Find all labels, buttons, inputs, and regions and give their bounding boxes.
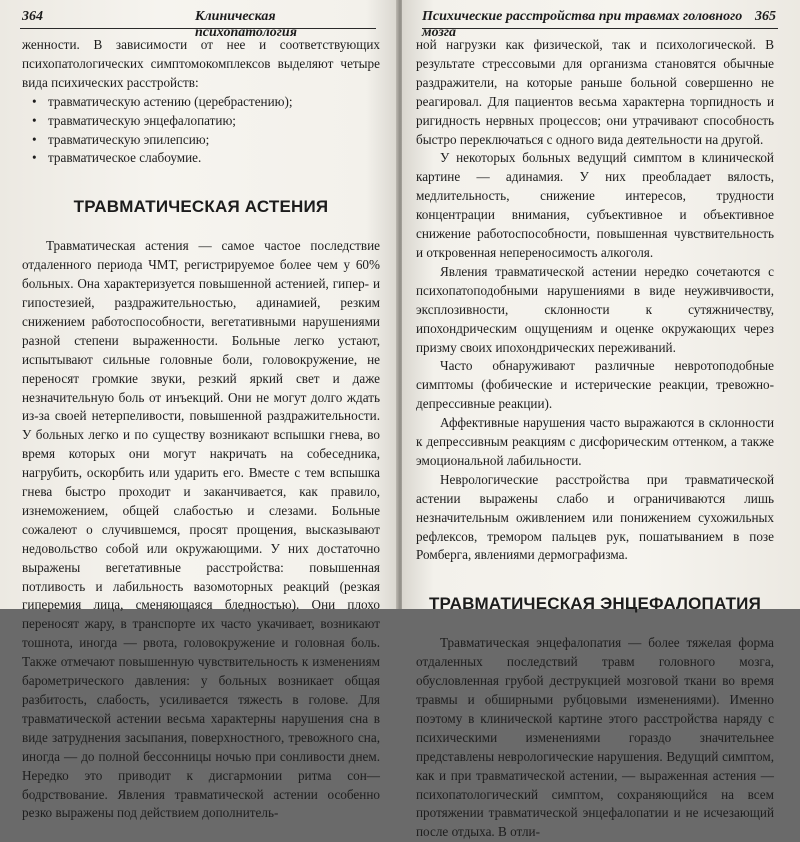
- right-page: [402, 0, 800, 840]
- list-item: • травматическое слабоумие.: [22, 149, 380, 168]
- right-page-body: [416, 36, 774, 842]
- body-paragraph: Травматическая энцефалопатия — более тяжелая форма отдаленных последствий травм головного мозга, обусловленная грубой деструкцией мозговой ткани во время травмы и обширными рубцовыми изменениями). Именно поэтому в клинической картине этого расстройства наряду с психическими изменениями гораздо значительнее представлены неврологические нарушения. Ведущий симптом, как и при травматической астении, — выраженная астения — психопатологический симптом, сохраняющийся на всем протяжении травматической энцефалопатии и не исчезающий после отдыха. В отли-: [416, 635, 774, 840]
- body-paragraph: Часто обнаруживают различные невротоподобные симптомы (фобические и истерические реакции, тревожно-депрессивные реакции).: [416, 358, 774, 412]
- right-running-header: [422, 6, 778, 40]
- body-paragraph: Явления травматической астении нередко сочетаются с психопатоподобными нарушениями в виде неуживчивости, эксплозивности, склонности к сутяжничеству, ипохондрическим ощущениям и оценке окружающих через призму своих ипохондрических переживаний.: [416, 263, 774, 355]
- left-page-body: [22, 36, 380, 823]
- bullet-icon: •: [32, 93, 37, 109]
- body-paragraph: Неврологические расстройства при травматической астении выражены слабо и ограничиваются лишь незначительным оживлением или понижением сухожильных рефлексов, тремором пальцев рук, пошатыванием в позе Ромберга, явлениями дермографизма.: [416, 471, 774, 563]
- list-item: • травматическую энцефалопатию;: [22, 112, 380, 131]
- continuation-paragraph: ной нагрузки как физической, так и психологической. В результате стрессовыми для организма становятся обычные раздражители, на которые раньше больной совершенно не реагировал. Для пациентов весьма характерна торпидность и ригидность нервных процессов; они утрачивают способность быстро переключаться с одного вида деятельности на другой.: [416, 37, 774, 147]
- bullet-icon: •: [32, 112, 37, 128]
- bullet-icon: •: [32, 150, 37, 166]
- left-page: [0, 0, 398, 821]
- section-heading: ТРАВМАТИЧЕСКАЯ АСТЕНИЯ: [73, 197, 329, 217]
- left-running-header: [20, 6, 376, 40]
- disorder-list: [22, 93, 380, 169]
- page-number: 364: [22, 9, 43, 24]
- page-number: 365: [755, 9, 776, 24]
- section-heading: ТРАВМАТИЧЕСКАЯ ЭНЦЕФАЛОПАТИЯ: [428, 594, 762, 614]
- running-title: Психические расстройства при травмах головного мозга: [422, 9, 743, 40]
- body-paragraph: Аффективные нарушения часто выражаются в склонности к депрессивным реакциям с дисфорическим оттенком, а также эмоциональной лабильности.: [416, 415, 774, 468]
- body-paragraph: У некоторых больных ведущий симптом в клинической картине — адинамия. У них преобладает вялость, медлительность, снижение интересов, трудности концентрации внимания, субъективное и объективное снижение работоспособности, повышенная чувствительность и откровенная непереносимость алкоголя.: [416, 150, 774, 260]
- bullet-icon: •: [32, 131, 37, 147]
- list-item: • травматическую эпилепсию;: [22, 131, 380, 150]
- running-title: Клиническая психопатология: [195, 9, 297, 40]
- list-item: • травматическую астению (церебрастению);: [22, 93, 380, 112]
- body-paragraph: Травматическая астения — самое частое последствие отдаленного периода ЧМТ, регистрируемое более чем у 60% больных. Она характеризуется повышенной астенией, гипер- и гипостезией, раздражительностью, адинамией, резким снижением работоспособности, вегетативными нарушениями разной степени выраженности. Больные легко устают, испытывают сильные головные боли, головокружение, не переносят громкие звуки, резкий яркий свет и даже незначительную боль от инъекций. Они не могут долго ждать из-за своей нетерпеливости, повышенной раздражительности. У больных легко и по существу возникают вспышки гнева, во время которых они могут накричать на собеседника, нагрубить, оскорбить или ударить его. Вместе с тем вспышка гнева быстро проходит и заканчивается, как правило, изнеможением, общей слабостью и слезами. Больные сожалеют о случившемся, просят прощения, высказывают недовольство собой или окружающими. У них достаточно выражены вегетативные расстройства: повышенная потливость и лабильность вазомоторных реакций (резкая гиперемия лица, сменяющаяся бледностью). Они плохо переносят жару, в транспорте их часто укачивает, возникают тошнота, иногда — рвота, головокружение и головная боль. Также отмечают повышенную чувствительность к изменениям барометрического давления: у больных возникает общая разбитость, слабость, усиливается тяжесть в голове. Для травматической астении весьма характерны нарушения сна в виде затруднения засыпания, поверхностного, тревожного сна, иногда — до полной бессонницы ночью при сонливости днем. Нередко это приводит к дисгармонии ритма сон—бодрствование. Явления травматической астении особенно резко выражены под действием дополнитель-: [22, 238, 380, 821]
- intro-paragraph: женности. В зависимости от нее и соответствующих психопатологических симптомокомплексов выделяют четыре вида психических расстройств:: [22, 37, 380, 90]
